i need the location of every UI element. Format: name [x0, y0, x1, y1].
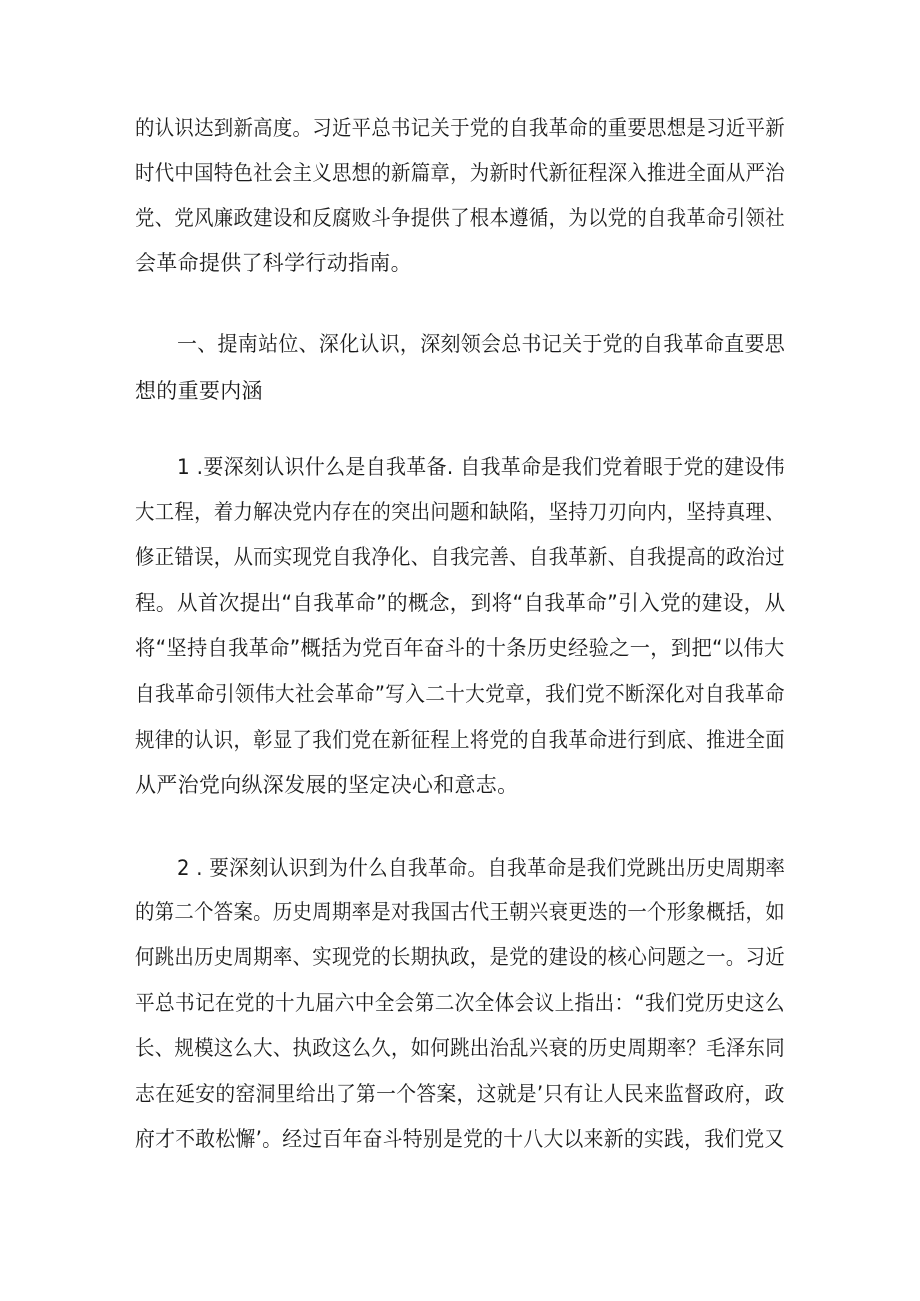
paragraph-line: 长、规模这么大、执政这么久，如何跳出治乱兴衰的历史周期率？毛泽东同 — [135, 1036, 785, 1060]
paragraph-line: 何跳出历史周期率、实现党的长期执政，是党的建设的核心问题之一。习近 — [135, 945, 785, 969]
paragraph-line: 规律的认识，彰显了我们党在新征程上将党的自我革命进行到底、推进全面 — [135, 728, 785, 752]
paragraph-line: 1 .要深刻认识什么是自我革备. 自我革命是我们党着眼于党的建设伟 — [177, 455, 785, 479]
intro-line: 会革命提供了科学行动指南。 — [135, 251, 412, 275]
paragraph-line: 从严治党向纵深发展的坚定决心和意志。 — [135, 773, 519, 797]
paragraph-line: 程。从首次提出“自我革命”的概念，到将“自我革命”引入党的建设，从 — [135, 591, 786, 615]
paragraph-line: 志在延安的窑洞里给出了第一个答案，这就是’只有让人民来监督政府，政 — [135, 1082, 785, 1106]
intro-line: 的认识达到新高度。习近平总书记关于党的自我革命的重要思想是习近平新 — [135, 116, 785, 140]
paragraph-line: 大工程，着力解决党内存在的突出问题和缺陷，坚持刀刃向内，坚持真理、 — [135, 500, 785, 524]
paragraph-line: 自我革命引领伟大社会革命”写入二十大党章，我们党不断深化对自我革命 — [135, 682, 785, 706]
paragraph-line: 修正错误，从而实现党自我净化、自我完善、自我革新、自我提高的政治过 — [135, 545, 785, 569]
intro-line: 时代中国特色社会主义思想的新篇章，为新时代新征程深入推进全面从严治 — [135, 161, 785, 185]
section-heading-line: 想的重要内涵 — [135, 379, 263, 403]
intro-line: 党、党风廉政建设和反腐败斗争提供了根本遵循，为以党的自我革命引领社 — [135, 206, 785, 230]
paragraph-line: 府才不敢松懈’。经过百年奋斗特别是党的十八大以来新的实践，我们党又 — [135, 1127, 785, 1151]
paragraph-line: 平总书记在党的十九届六中全会第二次全体会议上指出：“我们党历史这么 — [135, 991, 785, 1015]
paragraph-line: 2 . 要深刻认识到为什么自我革命。自我革命是我们党跳出历史周期率 — [177, 856, 786, 880]
paragraph-line: 的第二个答案。历史周期率是对我国古代王朝兴衰更迭的一个形象概括，如 — [135, 900, 785, 924]
paragraph-line: 将“坚持自我革命”概括为党百年奋斗的十条历史经验之一，到把“以伟大 — [135, 636, 785, 660]
section-heading-line: 一、提南站位、深化认识，深刻领会总书记关于党的自我革命直要思 — [177, 332, 786, 356]
